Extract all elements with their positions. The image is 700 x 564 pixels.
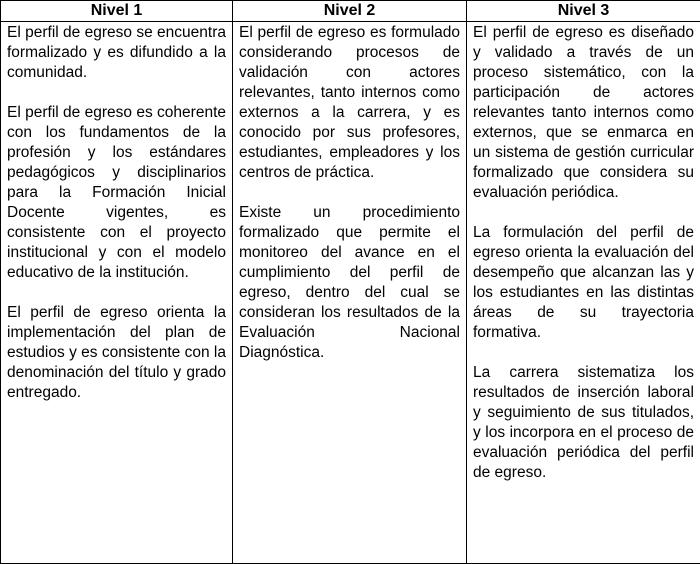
header-row [1, 1, 700, 22]
header-nivel-3: Nivel 3 [467, 1, 700, 22]
nivel-3-paragraph-2: La formulación del perfil de egreso orienta la evaluación del desempeño que alcanzan las y los estudiantes en las distintas áreas de su trayectoria formativa. [473, 224, 694, 341]
nivel-2-cell [233, 22, 467, 564]
nivel-2-paragraph-1: El perfil de egreso es formulado considerando procesos de validación con actores relevantes, tanto internos como externos a la carrera, y es conocido por sus profesores, estudiantes, empleadores y los centros de práctica. [239, 24, 460, 181]
header-nivel-2: Nivel 2 [233, 1, 467, 22]
nivel-2-paragraph-2: Existe un procedimiento formalizado que permite el monitoreo del avance en el cumplimiento del perfil de egreso, dentro del cual se consideran los resultados de la Evaluación Nacional Diagnóstica. [239, 204, 460, 361]
nivel-1-paragraph-1: El perfil de egreso se encuentra formalizado y es difundido a la comunidad. [7, 24, 226, 81]
content-row [1, 22, 700, 564]
nivel-1-paragraph-2: El perfil de egreso es coherente con los fundamentos de la profesión y los estándares pedagógicos y disciplinarios para la Formación Inicial Docente vigentes, es consistente con el proyecto institucional y con el modelo educativo de la institución. [7, 104, 226, 281]
nivel-1-paragraph-3: El perfil de egreso orienta la implementación del plan de estudios y es consistente con la denominación del título y grado entregado. [7, 304, 226, 401]
nivel-3-paragraph-3: La carrera sistematiza los resultados de inserción laboral y seguimiento de sus titulados, y los incorpora en el proceso de evaluación periódica del perfil de egreso. [473, 364, 694, 481]
nivel-3-cell [467, 22, 700, 564]
header-nivel-1: Nivel 1 [1, 1, 233, 22]
nivel-3-paragraph-1: El perfil de egreso es diseñado y validado a través de un proceso sistemático, con la participación de actores relevantes tanto internos como externos, que se enmarca en un sistema de gestión curricular formalizado que considera su evaluación periódica. [473, 24, 694, 201]
nivel-1-cell [1, 22, 233, 564]
